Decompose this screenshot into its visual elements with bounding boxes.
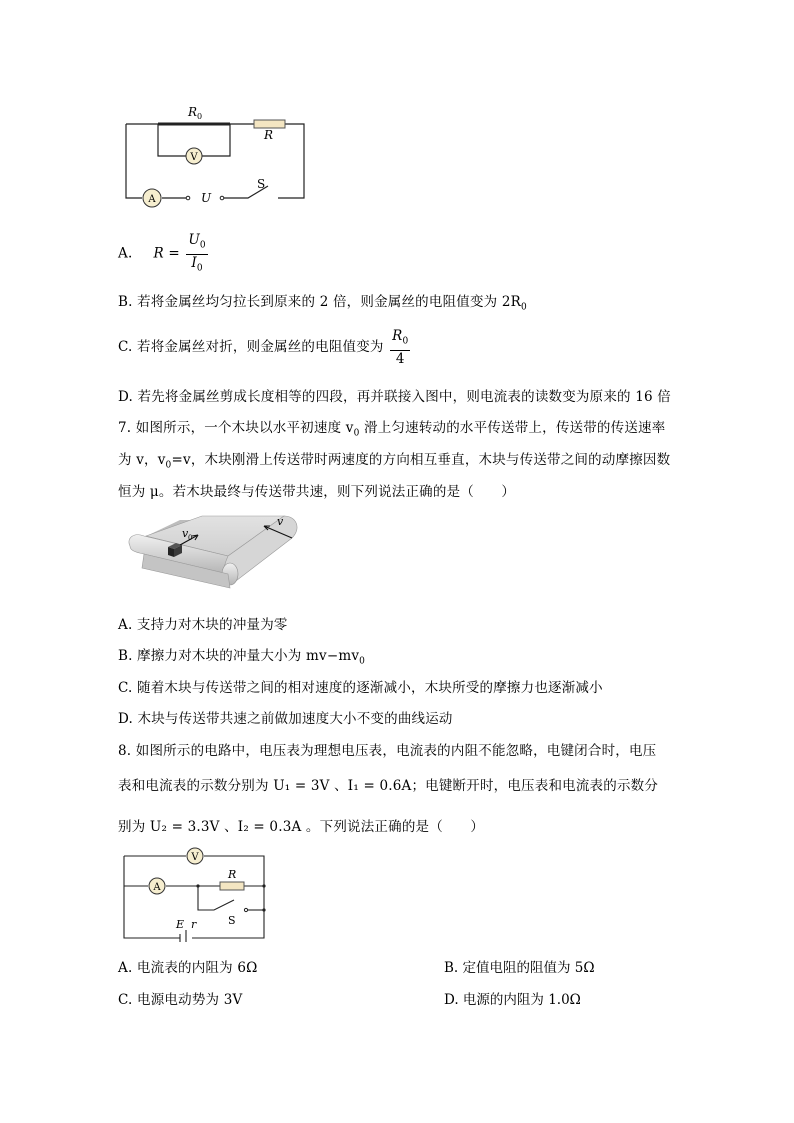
resistor-r2 xyxy=(220,882,244,890)
resistor-r xyxy=(254,120,285,128)
q7-option-c: C. 随着木块与传送带之间的相对速度的逐渐减小，木块所受的摩擦力也逐渐减小 xyxy=(118,680,603,696)
fig3-label-r: R xyxy=(228,868,237,881)
q7-stem-line3: 恒为 μ。若木块最终与传送带共速，则下列说法正确的是（ ） xyxy=(118,484,516,500)
fig3-label-r-internal: r xyxy=(191,918,197,931)
q8-stem-line2: 表和电流表的示数分别为 U₁ = 3V 、I₁ = 0.6A；电键断开时，电压表和电流表的示数分 xyxy=(118,778,659,794)
q8-option-c: C. 电源电动势为 3V xyxy=(118,992,243,1008)
q8-option-d: D. 电源的内阻为 1.0Ω xyxy=(444,992,581,1008)
svg-text:V: V xyxy=(191,852,199,863)
fig1-label-u: U xyxy=(201,191,212,205)
svg-text:A: A xyxy=(148,194,156,205)
svg-text:V: V xyxy=(190,152,198,163)
q7-stem-line2: 为 v，$v_0=v$，木块刚滑上传送带时两速度的方向相互垂直，木块与传送带之间的动摩擦因数 xyxy=(118,452,671,471)
figure-q7-conveyor xyxy=(120,512,310,594)
figure-q8-circuit xyxy=(118,844,270,942)
fig1-label-s: S xyxy=(257,177,266,191)
q6-option-b: B. 若将金属丝均匀拉长到原来的 2 倍，则金属丝的电阻值变为 $2R_0$ xyxy=(118,294,527,313)
fig1-label-r: R xyxy=(264,128,274,142)
q6-option-d: D. 若先将金属丝剪成长度相等的四段，再并联接入图中，则电流表的读数变为原来的 16 倍 xyxy=(118,389,671,405)
fig3-label-e: E xyxy=(176,918,185,931)
svg-text:0: 0 xyxy=(197,112,203,121)
q7-stem-line1: 7. 如图所示，一个木块以水平初速度 $v_0$ 滑上匀速转动的水平传送带上，传送带的传送速率 xyxy=(118,420,666,439)
fig1-label-r0: R xyxy=(188,105,198,119)
q8-option-a: A. 电流表的内阻为 6Ω xyxy=(118,960,258,976)
q7-option-d: D. 木块与传送带共速之前做加速度大小不变的曲线运动 xyxy=(118,711,453,727)
q7-option-a: A. 支持力对木块的冲量为零 xyxy=(118,617,288,633)
fig3-label-s: S xyxy=(228,914,236,927)
fraction-r0-over-4: $\frac{R_0}{4}$ xyxy=(392,328,409,367)
q8-stem-line3: 别为 U₂ = 3.3V 、I₂ = 0.3A 。下列说法正确的是（ ） xyxy=(118,819,485,835)
q8-option-b: B. 定值电阻的阻值为 5Ω xyxy=(444,960,595,976)
q6-option-a: A. R = $\frac{U_0}{I_0}$ xyxy=(118,232,210,276)
fraction-u0-over-i0: $\frac{U_0}{I_0}$ xyxy=(188,232,206,274)
svg-text:0: 0 xyxy=(188,534,193,542)
figure-q6-circuit xyxy=(118,98,318,210)
q6-option-c: C. 若将金属丝对折，则金属丝的电阻值变为 $\frac{R_0}{4}$ xyxy=(118,328,409,367)
q8-stem-line1: 8. 如图所示的电路中，电压表为理想电压表，电流表的内阻不能忽略，电键闭合时，电压 xyxy=(118,743,657,759)
q7-option-b: B. 摩擦力对木块的冲量大小为 $mv-mv_0$ xyxy=(118,648,366,667)
fig2-label-v0: v xyxy=(182,527,189,540)
svg-text:A: A xyxy=(153,882,161,893)
fig2-label-v: v xyxy=(277,515,284,528)
